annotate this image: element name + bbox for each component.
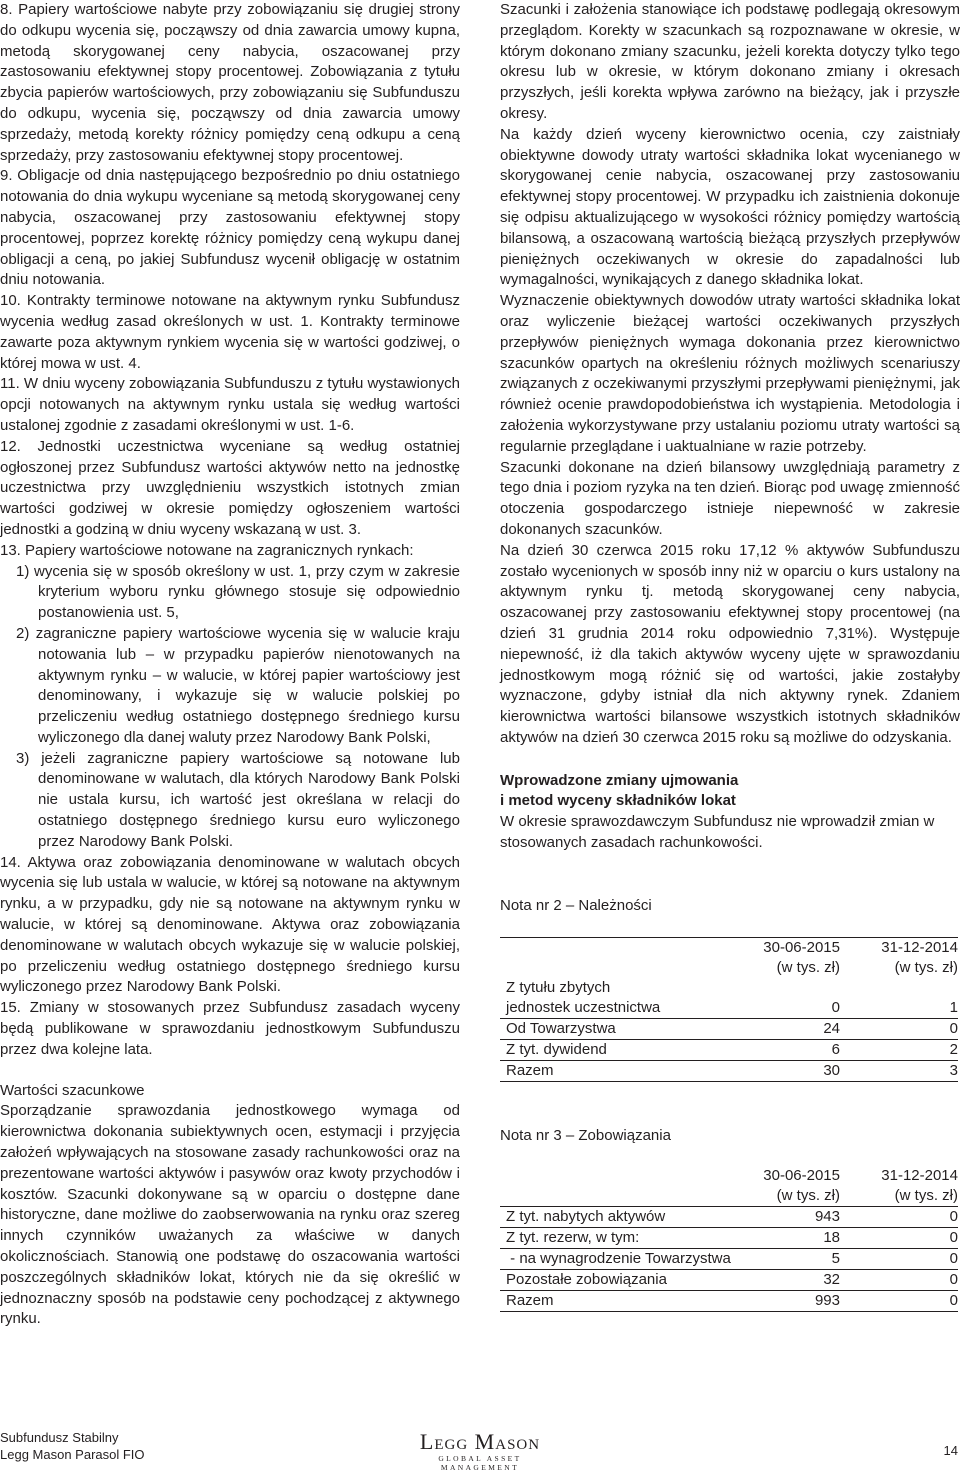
note-3-col2-unit: (w tys. zł) [840, 1186, 958, 1207]
estimates-heading: Wartości szacunkowe [0, 1081, 145, 1099]
paragraph-13: 13. Papiery wartościowe notowane na zagranicznych rynkach: [0, 541, 414, 559]
note-2-row-value-2: 2 [840, 1039, 958, 1060]
logo-sub-text: GLOBAL ASSET MANAGEMENT [438, 1454, 522, 1472]
paragraph-13-item-1: 1) wycenia się w sposób określony w ust. 1, przy czym w zakresie kryterium wyboru rynku głównego stosuje się odpowiednio postanowienia ust. 5, [16, 562, 460, 622]
table-row [500, 1291, 958, 1312]
note-3-row-value-1: 18 [740, 1228, 840, 1249]
valuation-share-paragraph: Na dzień 30 czerwca 2015 roku 17,12 % aktywów Subfunduszu zostało wycenionych w sposób inny niż w oparciu o kurs ustalony na aktywnym rynku tj. metodą skorygowanej ceny nabycia, oszacowanej przy zastosowaniu efektywnej stopy procentowej (na dzień 31 grudnia 2014 roku odpowiednio 7,31%). Występuje niepewność, iż dla takich aktywów wyceny ujęte w sprawozdaniu jednostkowym mogą różnić się od wartości, jakie zostałyby wyznaczone, gdyby istniał dla nich aktywny rynek. Zdaniem kierownictwa wartości bilansowe wszystkich istotnych składników aktywów na dzień 30 czerwca 2015 roku są możliwe do odzyskania. [500, 541, 960, 746]
note-3-row-label: Pozostałe zobowiązania [500, 1270, 740, 1291]
changes-heading-line-2: i metod wyceny składników lokat [500, 792, 736, 810]
note-3-col1-unit: (w tys. zł) [740, 1186, 840, 1207]
changes-text: W okresie sprawozdawczym Subfundusz nie wprowadził zmian w stosowanych zasadach rachunkowości. [500, 813, 935, 852]
note-3-row-value-2: 0 [840, 1228, 958, 1249]
footer-line-2: Legg Mason Parasol FIO [0, 1447, 145, 1462]
note-2-header-row [500, 937, 958, 958]
note-2-table [500, 937, 958, 1082]
note-2-row-value-1: 0 [740, 998, 840, 1019]
note-2-row-value-1: 6 [740, 1039, 840, 1060]
note-2-row-value-1: 24 [740, 1018, 840, 1039]
table-row [500, 978, 958, 998]
note-3-row-value-1: 32 [740, 1270, 840, 1291]
note-3-row-value-1: 943 [740, 1207, 840, 1228]
note-2-col2-header: 31-12-2014 [840, 937, 958, 958]
note-2-row-value-1: 30 [740, 1060, 840, 1081]
note-3-row-value-1: 993 [740, 1291, 840, 1312]
footer-line-1: Subfundusz Stabilny [0, 1430, 119, 1445]
note-3-header-row [500, 1166, 958, 1186]
note-3-col2-header: 31-12-2014 [881, 1167, 958, 1185]
table-row [500, 1018, 958, 1039]
table-row [500, 998, 958, 1019]
note-3-col1-header: 30-06-2015 [763, 1167, 840, 1185]
note-2-col1-unit: (w tys. zł) [776, 958, 840, 976]
paragraph-13-item-2: 2) zagraniczne papiery wartościowe wycenia się w walucie kraju notowania lub – w przypadku papierów nienotowanych na aktywnym rynku – w walucie, w której papier wartościowy jest denominowany, i wykazuje się w walucie polskiej po przeliczeniu według ostatniego dostępnego średniego kursu wyliczonego dla danej waluty przez Narodowy Bank Polski, [16, 624, 460, 746]
paragraph-14: 14. Aktywa oraz zobowiązania denominowane w walutach obcych wycenia się lub ustala w walucie, w której są notowane na aktywnym rynku, a w przypadku, gdy nie są notowane na aktywnym rynku w walucie, w której są denominowane. Aktywa oraz zobowiązania denominowane w walutach obcych wykazuje się w walucie polskiej, po przeliczeniu według ostatniego dostępnego średniego kursu wyliczonego przez Narodowy Bank Polski. [0, 853, 460, 996]
paragraph-11: 11. W dniu wyceny zobowiązania Subfunduszu z tytułu wystawionych opcji notowanych na aktywnym rynku ustala się według wartości ustalonej zgodnie z zasadami określonymi w ust. 1-6. [0, 375, 460, 434]
impairment-method-paragraph: Wyznaczenie obiektywnych dowodów utraty wartości składnika lokat oraz wyliczenie bieżącej wartości oczekiwanych przyszłych przepływów pieniężnych wymaga dokonania przez kierownictwo szacunków opartych na określeniu różnych możliwych scenariuszy związanych z oczekiwanymi przyszłymi przepływami pieniężnymi, jak również ocenie prawdopodobieństwa ich wystąpienia. Metodologia i założenia wykorzystywane przy ustalaniu poziomu utraty wartości są regularnie przeglądane i uaktualniane w razie potrzeby. [500, 292, 960, 455]
footer-fund-name [0, 1429, 145, 1463]
legg-mason-logo [400, 1430, 560, 1472]
note-3-row-value-2: 0 [840, 1207, 958, 1228]
table-row [500, 1270, 958, 1291]
paragraph-9: 9. Obligacje od dnia następującego bezpośrednio po dniu ostatniego notowania do dnia wykupu wyceniane są metodą skorygowanej ceny nabycia, oszacowanej przy zastosowaniu efektywnej stopy procentowej, poprzez korektę różnicy pomiędzy ceną wykupu danej obligacji a ceną, po jakiej Subfundusz wycenił obligację w ostatnim dniu notowania. [0, 167, 460, 289]
note-2-unit-row [500, 958, 958, 978]
note-2-row-label: Od Towarzystwa [500, 1018, 740, 1039]
note-3-row-label: Z tyt. rezerw, w tym: [500, 1228, 740, 1249]
note-3-title: Nota nr 3 – Zobowiązania [500, 1126, 671, 1144]
note-3-row-value-2: 0 [840, 1249, 958, 1270]
paragraph-13-item-3: 3) jeżeli zagraniczne papiery wartościowe są notowane lub denominowane w walutach, dla których Narodowy Bank Polski nie ustala kursu, ich wartość jest określana w relacji do ostatniego dostępnego średniego kursu euro wyliczonego przez Narodowy Bank Polski. [16, 749, 460, 850]
note-2-row-label: Z tyt. dywidend [500, 1039, 740, 1060]
note-3-row-value-1: 5 [740, 1249, 840, 1270]
paragraph-8: 8. Papiery wartościowe nabyte przy zobowiązaniu się drugiej strony do odkupu wycenia się, począwszy od dnia zawarcia umowy kupna, metodą skorygowanej ceny nabycia, oszacowanej przy zastosowaniu efektywnej stopy procentowej. Zobowiązania z tytułu zbycia papierów wartościowych, przy zobowiązaniu się Subfunduszu do odkupu, wycenia się, począwszy od dnia zawarcia umowy sprzedaży, metodą korekty różnicy pomiędzy ceną odkupu a ceną sprzedaży, przy zastosowaniu efektywnej stopy procentowej. [0, 1, 460, 164]
table-row [500, 1249, 958, 1270]
note-3-row-label: Z tyt. nabytych aktywów [500, 1207, 740, 1228]
note-2-row-value-2: 3 [840, 1060, 958, 1081]
note-2-title: Nota nr 2 – Należności [500, 896, 652, 914]
changes-heading-line-1: Wprowadzone zmiany ujmowania [500, 771, 739, 789]
table-row [500, 1060, 958, 1081]
table-row [500, 1228, 958, 1249]
note-2-row-label: Z tytułu zbytych [506, 978, 611, 996]
estimates-text: Sporządzanie sprawozdania jednostkowego wymaga od kierownictwa dokonania subiektywnych ocen, estymacji i przyjęcia założeń wpływających na stosowane zasady rachunkowości oraz na prezentowane wartości aktywów i pasywów oraz kwoty przychodów i kosztów. Szacunki dokonywane są w oparciu o dostępne dane historyczne, dane możliwe do zaobserwowania na rynku oraz szereg innych czynników uważanych za właściwe w danych okolicznościach. Stanowią one podstawę do oszacowania wartości poszczególnych składników lokat, których nie da się określić w jednoznaczny sposób na podstawie ceny pochodzącej z aktywnego rynku. [0, 1102, 460, 1328]
note-2-row-value-2: 1 [840, 998, 958, 1019]
note-2-row-label: Razem [500, 1060, 740, 1081]
table-row [500, 1207, 958, 1228]
left-column [0, 0, 460, 1330]
changes-heading [500, 771, 960, 813]
note-3-table [500, 1166, 958, 1312]
page-number: 14 [943, 1443, 958, 1458]
paragraph-12: 12. Jednostki uczestnictwa wyceniane są według ostatniej ogłoszonej przez Subfundusz wartości aktywów netto na jednostkę uczestnictwa przy uwzględnieniu wszystkich istotnych zmian wartości godziwej w okresie pomiędzy ogłoszeniem wartości jednostki a godziną w dniu wyceny wskazaną w ust. 3. [0, 437, 460, 538]
balance-date-paragraph: Szacunki dokonane na dzień bilansowy uwzględniają parametry z tego dnia i poziom ryzyka na ten dzień. Biorąc pod uwagę zmienność otoczenia gospodarczego istnieje niepewność w zakresie dokonanych szacunków. [500, 458, 960, 538]
note-2-row-value-2: 0 [840, 1018, 958, 1039]
note-2-col1-header: 30-06-2015 [740, 937, 840, 958]
note-3-row-label: Razem [500, 1291, 740, 1312]
note-3-unit-row [500, 1186, 958, 1207]
right-column [500, 0, 960, 1312]
note-3-row-value-2: 0 [840, 1270, 958, 1291]
note-2-col2-unit: (w tys. zł) [894, 958, 958, 976]
estimates-review-paragraph: Szacunki i założenia stanowiące ich podstawę podlegają okresowym przeglądom. Korekty w szacunkach są rozpoznawane w okresie, w którym dokonano zmiany szacunku, jeżeli korekta dotyczy tylko tego okresu lub w okresie, w którym dokonano zmiany i okresach przyszłych, jeśli korekta wpływa zarówno na bieżący, jak i przyszłe okresy. [500, 1, 960, 122]
impairment-paragraph: Na każdy dzień wyceny kierownictwo ocenia, czy zaistniały obiektywne dowody utraty wartości składnika lokat wycenianego w skorygowanej cenie nabycia, oszacowanej przy zastosowaniu efektywnej stopy procentowej. W przypadku ich zaistnienia dokonuje się odpisu aktualizującego w wysokości różnicy pomiędzy wartością bilansową, a oszacowaną wartością bieżącą przyszłych przepływów pieniężnych oczekiwanych w okresie do zapadalności lub wymagalności, wynikających z danego składnika lokat. [500, 125, 960, 289]
note-2-row-label: jednostek uczestnictwa [500, 998, 740, 1019]
paragraph-10: 10. Kontrakty terminowe notowane na aktywnym rynku Subfundusz wycenia według zasad określonych w ust. 1. Kontrakty terminowe zawarte poza aktywnym rynkiem wycenia się w wartości godziwej, o której mowa w ust. 4. [0, 292, 460, 372]
logo-main-text: Legg Mason [419, 1429, 541, 1454]
paragraph-15: 15. Zmiany w stosowanych przez Subfundusz zasadach wyceny będą publikowane w sprawozdaniu jednostkowym Subfunduszu przez dwa kolejne lata. [0, 999, 460, 1058]
note-3-row-value-2: 0 [840, 1291, 958, 1312]
table-row [500, 1039, 958, 1060]
note-3-row-label: - na wynagrodzenie Towarzystwa [500, 1249, 740, 1270]
